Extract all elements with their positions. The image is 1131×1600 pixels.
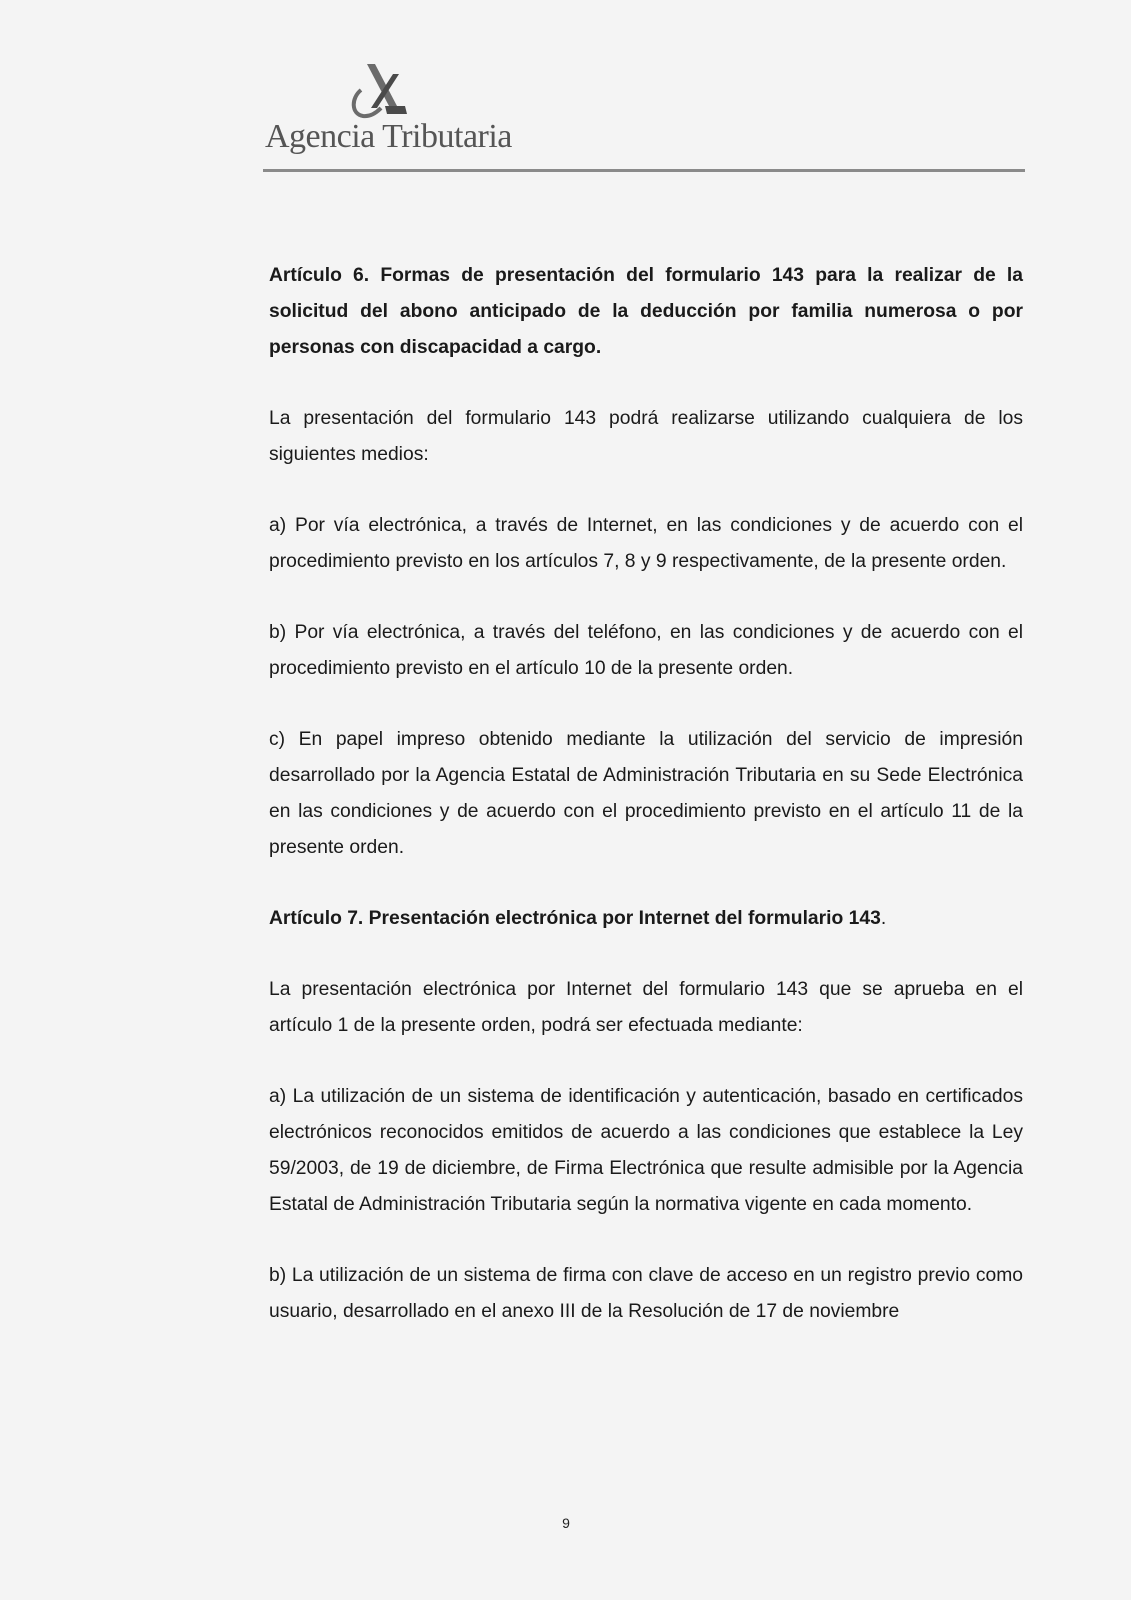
article-7-heading-suffix: . xyxy=(880,908,887,929)
article-6-intro: La presentación del formulario 143 podrá realizarse utilizando cualquiera de los siguientes medios: xyxy=(269,408,1023,465)
article-7-heading-line xyxy=(269,901,1023,937)
article-7-item-a: a) La utilización de un sistema de identificación y autenticación, basado en certificados electrónicos reconocidos emitidos de acuerdo a las condiciones que establece la Ley 59/2003, de 19 de diciembre, de Firma Electrónica que resulte admisible por la Agencia Estatal de Administración Tributaria según la normativa vigente en cada momento. xyxy=(269,1086,1023,1215)
article-7-item-b: b) La utilización de un sistema de firma con clave de acceso en un registro previo como usuario, desarrollado en el anexo III de la Resolución de 17 de noviembre xyxy=(269,1265,1023,1322)
agencia-tributaria-logo-icon xyxy=(347,62,407,120)
page-number: 9 xyxy=(562,1515,570,1531)
brand-name: Agencia Tributaria xyxy=(265,118,512,155)
article-7-intro: La presentación electrónica por Internet del formulario 143 que se aprueba en el artículo 1 de la presente orden, podrá ser efectuada mediante: xyxy=(269,979,1023,1036)
document-body xyxy=(269,258,1023,1330)
article-6-item-a: a) Por vía electrónica, a través de Internet, en las condiciones y de acuerdo con el procedimiento previsto en los artículos 7, 8 y 9 respectivamente, de la presente orden. xyxy=(269,515,1023,572)
header-divider xyxy=(263,169,1025,172)
article-7-heading: Artículo 7. Presentación electrónica por Internet del formulario 143 xyxy=(269,908,881,929)
article-6-heading: Artículo 6. Formas de presentación del formulario 143 para la realizar de la solicitud del abono anticipado de la deducción por familia numerosa o por personas con discapacidad a cargo. xyxy=(269,265,1023,358)
article-6-item-c: c) En papel impreso obtenido mediante la utilización del servicio de impresión desarrollado por la Agencia Estatal de Administración Tributaria en su Sede Electrónica en las condiciones y de acuerdo con el procedimiento previsto en el artículo 11 de la presente orden. xyxy=(269,729,1023,858)
article-6-item-b: b) Por vía electrónica, a través del teléfono, en las condiciones y de acuerdo con el procedimiento previsto en el artículo 10 de la presente orden. xyxy=(269,622,1023,679)
